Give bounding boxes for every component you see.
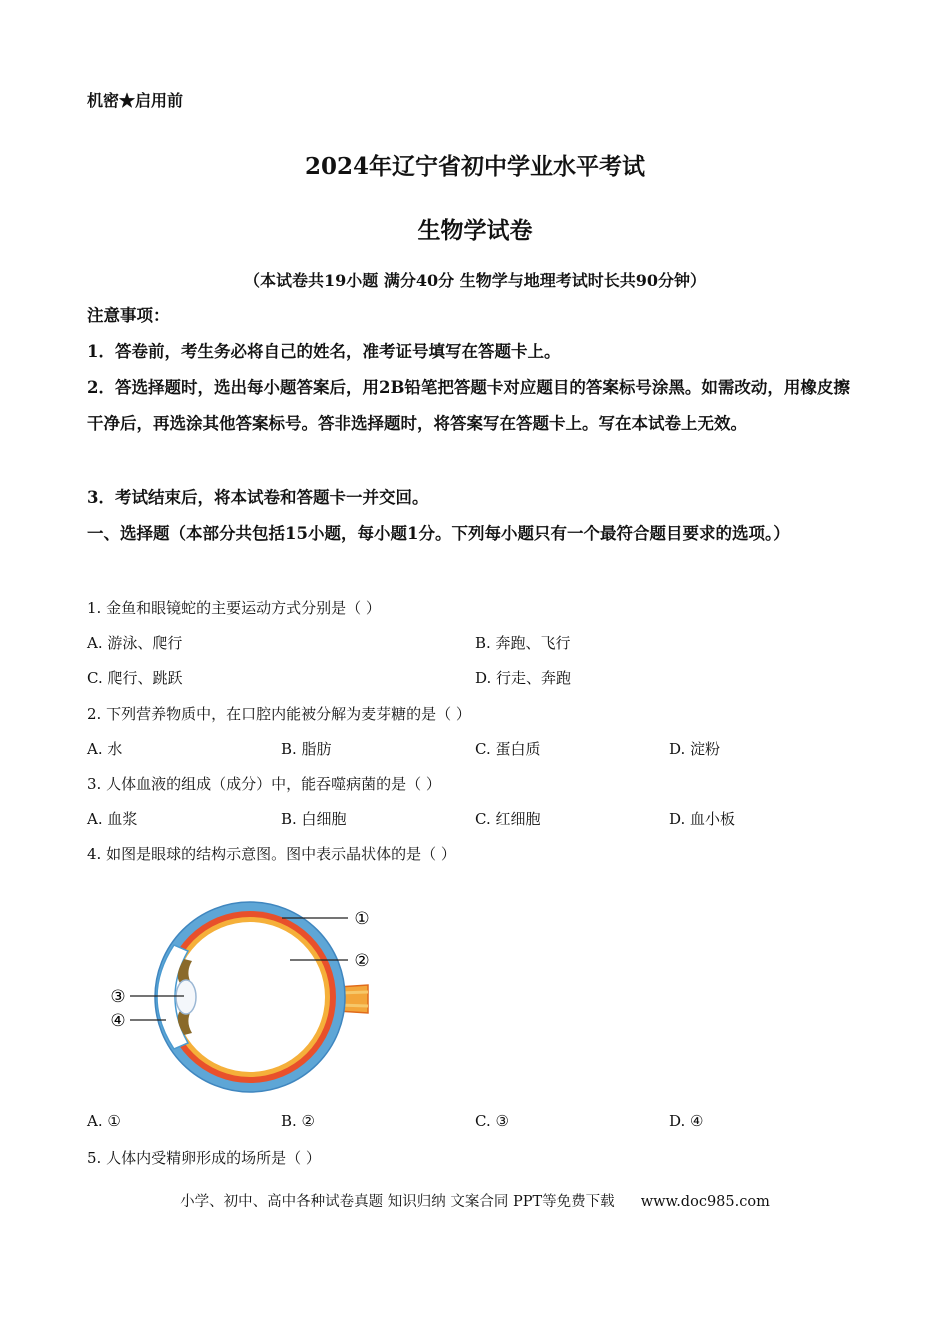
notice-item: 3．考试结束后，将本试卷和答题卡一并交回。 — [87, 488, 429, 507]
option-b[interactable]: B. ② — [281, 1112, 316, 1130]
option-c[interactable]: C. ③ — [475, 1112, 509, 1130]
notice-item: 2．答选择题时，选出每小题答案后，用2B铅笔把答题卡对应题目的答案标号涂黑。如需改动，用橡皮擦干净后，再选涂其他答案标号。答非选择题时，将答案写在答题卡上。写在本试卷上无效。 — [87, 378, 850, 433]
notice-item: 1．答卷前，考生务必将自己的姓名，准考证号填写在答题卡上。 — [87, 342, 561, 361]
lens — [176, 980, 196, 1014]
option-b[interactable]: B. 脂肪 — [281, 740, 332, 758]
section-heading: 一、选择题（本部分共包括15小题，每小题1分。下列每小题只有一个最符合题目要求的选项。） — [87, 524, 790, 543]
option-d[interactable]: D. 血小板 — [669, 810, 736, 828]
question-stem: 1. 金鱼和眼镜蛇的主要运动方式分别是（ ） — [87, 599, 381, 617]
label-2: ② — [354, 951, 370, 971]
vitreous-body — [175, 922, 325, 1072]
option-d[interactable]: D. ④ — [669, 1112, 704, 1130]
option-a[interactable]: A. 血浆 — [87, 810, 138, 828]
option-d[interactable]: D. 行走、奔跑 — [475, 669, 572, 687]
option-c[interactable]: C. 蛋白质 — [475, 740, 541, 758]
notice-heading: 注意事项： — [87, 306, 170, 325]
label-1: ① — [354, 909, 370, 929]
eyeball-diagram — [100, 885, 390, 1095]
footer-text: 小学、初中、高中各种试卷真题 知识归纳 文案合同 PPT等免费下载 — [180, 1194, 615, 1210]
label-4: ④ — [110, 1011, 126, 1031]
confidential-mark: 机密★启用前 — [87, 91, 184, 110]
question-stem: 5. 人体内受精卵形成的场所是（ ） — [87, 1149, 321, 1167]
option-a[interactable]: A. 水 — [87, 740, 123, 758]
option-a[interactable]: A. 游泳、爬行 — [87, 634, 183, 652]
option-c[interactable]: C. 红细胞 — [475, 810, 541, 828]
option-b[interactable]: B. 白细胞 — [281, 810, 347, 828]
question-stem: 2. 下列营养物质中，在口腔内能被分解为麦芽糖的是（ ） — [87, 705, 471, 723]
label-3: ③ — [110, 987, 126, 1007]
option-d[interactable]: D. 淀粉 — [669, 740, 721, 758]
option-b[interactable]: B. 奔跑、飞行 — [475, 634, 571, 652]
page-footer — [0, 1190, 950, 1211]
option-a[interactable]: A. ① — [87, 1112, 121, 1130]
exam-subtitle: （本试卷共19小题 满分40分 生物学与地理考试时长共90分钟） — [244, 271, 706, 290]
subject-title: 生物学试卷 — [417, 217, 533, 244]
option-c[interactable]: C. 爬行、跳跃 — [87, 669, 183, 687]
question-stem: 3. 人体血液的组成（成分）中，能吞噬病菌的是（ ） — [87, 775, 441, 793]
exam-title: 2024年辽宁省初中学业水平考试 — [304, 153, 645, 180]
question-stem: 4. 如图是眼球的结构示意图。图中表示晶状体的是（ ） — [87, 845, 456, 863]
footer-url[interactable]: www.doc985.com — [640, 1194, 770, 1210]
